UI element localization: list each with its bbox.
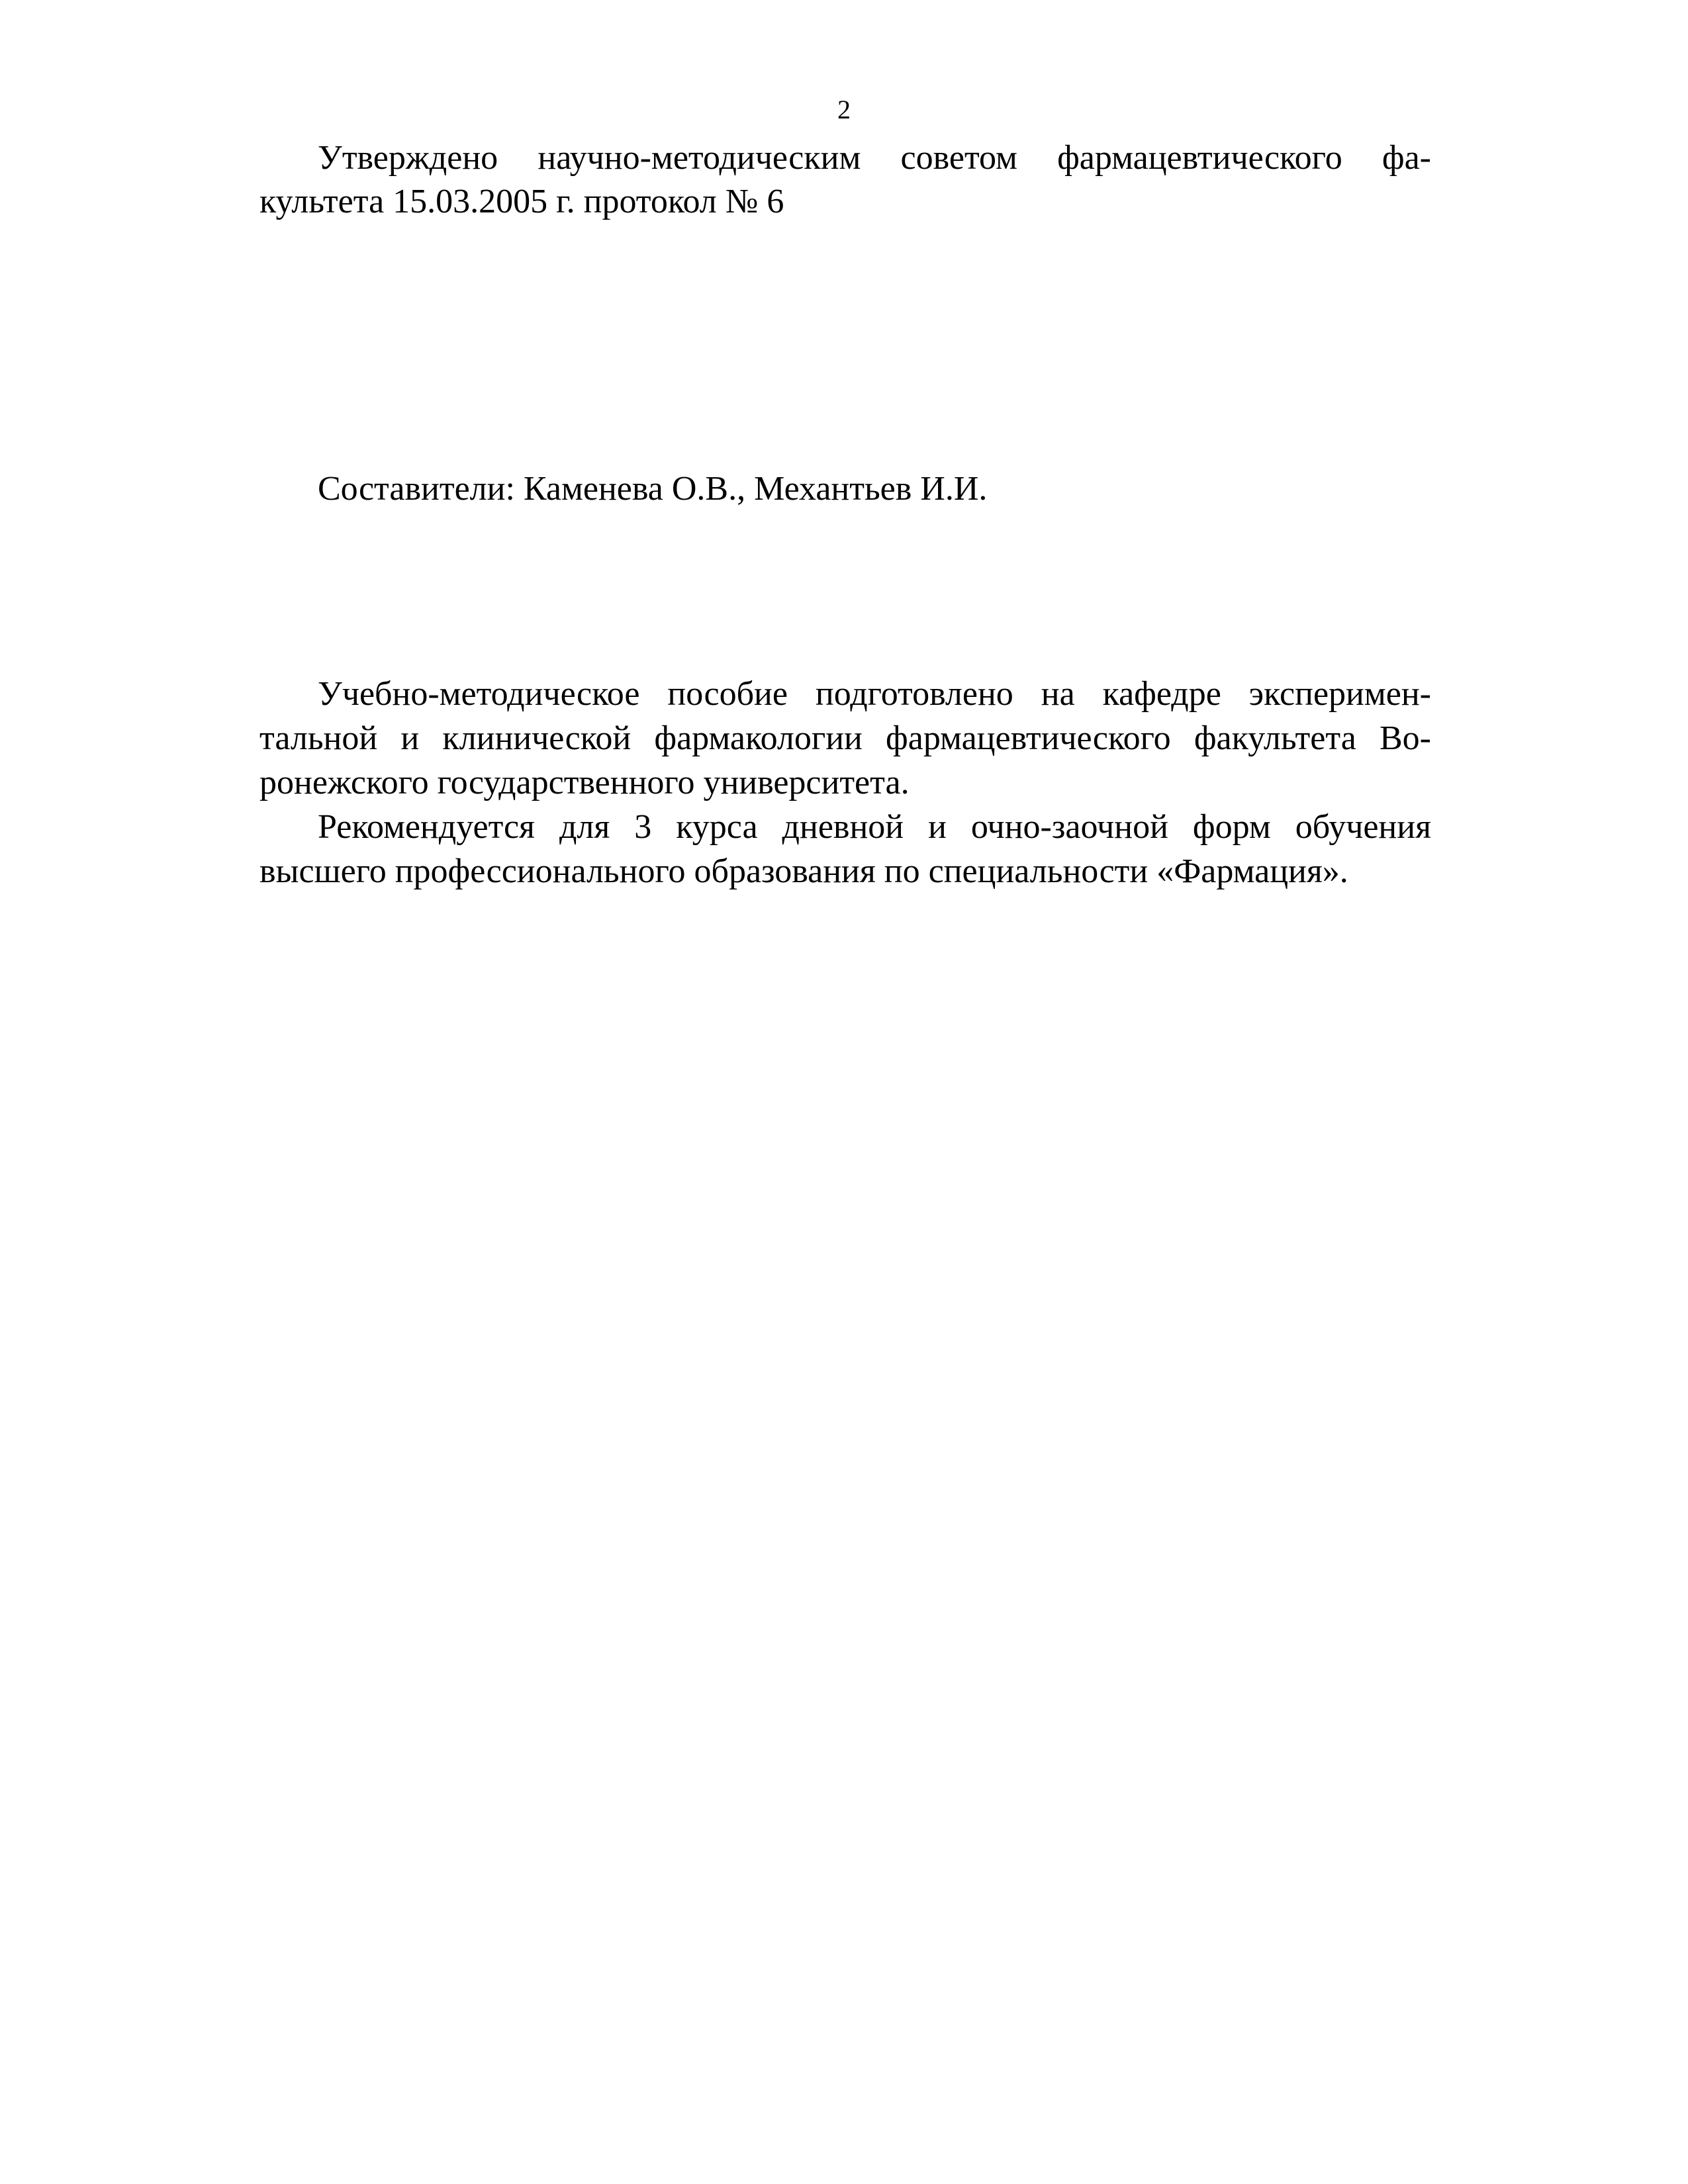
authors-line: Составители: Каменева О.В., Механтьев И.И.: [318, 470, 988, 508]
approval-line-2: культета 15.03.2005 г. протокол № 6: [259, 183, 784, 220]
page-number: 2: [837, 95, 851, 124]
manual-line-3: ронежского государственного университета.: [259, 764, 910, 801]
manual-line-2: тальной и клинической фармакологии фармацевтического факультета Во-: [259, 719, 1431, 757]
recommendation-line-1: Рекомендуется для 3 курса дневной и очно-заочной форм обучения: [318, 808, 1431, 846]
manual-line-1: Учебно-методическое пособие подготовлено на кафедре эксперимен-: [318, 675, 1431, 713]
approval-line-1: Утверждено научно-методическим советом фармацевтического фа-: [318, 139, 1431, 177]
recommendation-line-2: высшего профессионального образования по специальности «Фармация».: [259, 852, 1348, 890]
